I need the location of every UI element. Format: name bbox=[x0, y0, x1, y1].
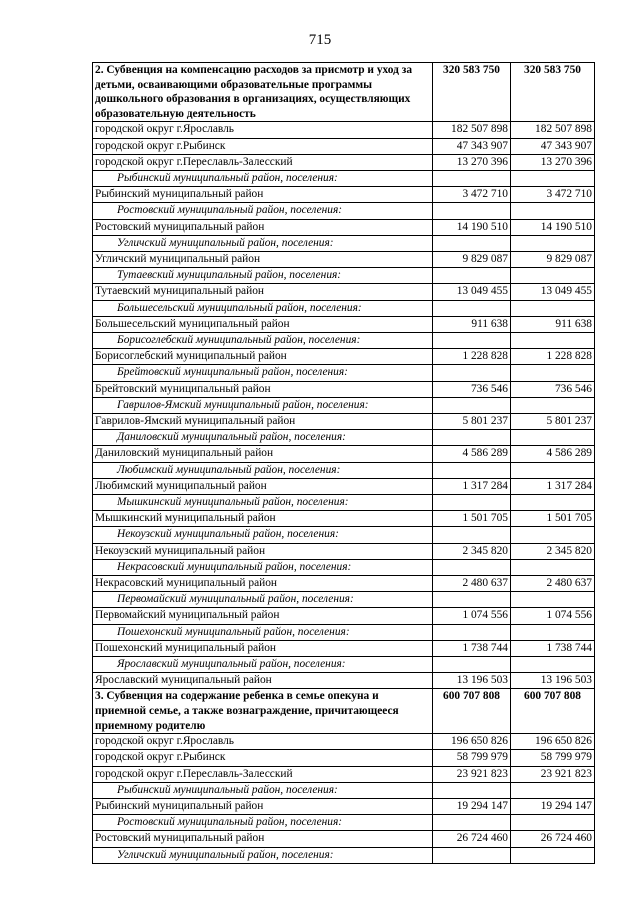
amount-cell: 2 480 637 bbox=[433, 576, 511, 592]
amount-cell bbox=[433, 657, 511, 673]
amount-cell: 9 829 087 bbox=[433, 252, 511, 268]
amount-cell bbox=[511, 657, 595, 673]
row-label: Рыбинский муниципальный район bbox=[93, 187, 433, 203]
section-row bbox=[93, 63, 595, 122]
subheader-row bbox=[93, 333, 595, 349]
amount-cell bbox=[511, 495, 595, 511]
row-label: Брейтовский муниципальный район, поселения: bbox=[93, 365, 433, 381]
table-row bbox=[93, 252, 595, 268]
table-row bbox=[93, 154, 595, 170]
amount-cell bbox=[433, 235, 511, 251]
amount-cell bbox=[511, 462, 595, 478]
amount-cell: 1 228 828 bbox=[511, 349, 595, 365]
table-row bbox=[93, 640, 595, 656]
row-label: Рыбинский муниципальный район, поселения: bbox=[93, 170, 433, 186]
amount-cell: 2 345 820 bbox=[433, 543, 511, 559]
amount-cell bbox=[433, 624, 511, 640]
row-label: Большесельский муниципальный район bbox=[93, 316, 433, 332]
amount-cell: 1 738 744 bbox=[511, 640, 595, 656]
table-row bbox=[93, 799, 595, 815]
table-row bbox=[93, 414, 595, 430]
row-label: Ростовский муниципальный район bbox=[93, 219, 433, 235]
amount-cell bbox=[433, 462, 511, 478]
subheader-row bbox=[93, 657, 595, 673]
table-row bbox=[93, 187, 595, 203]
row-label: Ростовский муниципальный район, поселения: bbox=[93, 203, 433, 219]
amount-cell bbox=[433, 495, 511, 511]
table-row bbox=[93, 478, 595, 494]
amount-cell bbox=[511, 847, 595, 863]
amount-cell bbox=[511, 268, 595, 284]
row-label: Рыбинский муниципальный район bbox=[93, 799, 433, 815]
amount-cell bbox=[433, 170, 511, 186]
subheader-row bbox=[93, 624, 595, 640]
row-label: Пошехонский муниципальный район bbox=[93, 640, 433, 656]
amount-cell: 13 049 455 bbox=[433, 284, 511, 300]
subheader-row bbox=[93, 495, 595, 511]
table-row bbox=[93, 766, 595, 782]
amount-cell: 320 583 750 bbox=[511, 63, 595, 122]
subheader-row bbox=[93, 815, 595, 831]
amount-cell bbox=[511, 397, 595, 413]
amount-cell bbox=[511, 592, 595, 608]
amount-cell bbox=[433, 815, 511, 831]
amount-cell bbox=[511, 365, 595, 381]
table-row bbox=[93, 734, 595, 750]
amount-cell bbox=[511, 170, 595, 186]
amount-cell: 58 799 979 bbox=[433, 750, 511, 766]
row-label: Мышкинский муниципальный район bbox=[93, 511, 433, 527]
amount-cell: 182 507 898 bbox=[511, 122, 595, 138]
amount-cell: 600 707 808 bbox=[433, 689, 511, 734]
amount-cell: 14 190 510 bbox=[511, 219, 595, 235]
amount-cell: 1 317 284 bbox=[511, 478, 595, 494]
row-label: городской округ г.Рыбинск bbox=[93, 750, 433, 766]
amount-cell bbox=[511, 527, 595, 543]
row-label: Ростовский муниципальный район bbox=[93, 831, 433, 847]
row-label: Ярославский муниципальный район bbox=[93, 673, 433, 689]
amount-cell: 5 801 237 bbox=[511, 414, 595, 430]
table-row bbox=[93, 284, 595, 300]
amount-cell bbox=[433, 527, 511, 543]
row-label: Угличский муниципальный район, поселения: bbox=[93, 235, 433, 251]
table-row bbox=[93, 349, 595, 365]
row-label: Любимский муниципальный район, поселения: bbox=[93, 462, 433, 478]
amount-cell: 58 799 979 bbox=[511, 750, 595, 766]
row-label: Мышкинский муниципальный район, поселения: bbox=[93, 495, 433, 511]
amount-cell: 13 049 455 bbox=[511, 284, 595, 300]
amount-cell: 4 586 289 bbox=[433, 446, 511, 462]
row-label: Первомайский муниципальный район bbox=[93, 608, 433, 624]
amount-cell: 4 586 289 bbox=[511, 446, 595, 462]
subheader-row bbox=[93, 235, 595, 251]
row-label: Даниловский муниципальный район bbox=[93, 446, 433, 462]
table-body bbox=[93, 63, 595, 864]
row-label: Борисоглебский муниципальный район bbox=[93, 349, 433, 365]
amount-cell: 13 196 503 bbox=[511, 673, 595, 689]
amount-cell bbox=[433, 203, 511, 219]
amount-cell bbox=[433, 333, 511, 349]
amount-cell: 1 501 705 bbox=[511, 511, 595, 527]
table-row bbox=[93, 576, 595, 592]
amount-cell bbox=[511, 300, 595, 316]
row-label: городской округ г.Ярославль bbox=[93, 122, 433, 138]
amount-cell bbox=[511, 815, 595, 831]
amount-cell: 23 921 823 bbox=[433, 766, 511, 782]
amount-cell bbox=[433, 559, 511, 575]
amount-cell bbox=[433, 300, 511, 316]
amount-cell: 1 317 284 bbox=[433, 478, 511, 494]
section-title: 3. Субвенция на содержание ребенка в семье опекуна и приемной семье, а также вознаграждение, причитающееся приемному родителю bbox=[93, 689, 433, 734]
amount-cell: 600 707 808 bbox=[511, 689, 595, 734]
table-row bbox=[93, 381, 595, 397]
amount-cell: 5 801 237 bbox=[433, 414, 511, 430]
amount-cell bbox=[511, 430, 595, 446]
amount-cell: 47 343 907 bbox=[511, 138, 595, 154]
amount-cell: 2 345 820 bbox=[511, 543, 595, 559]
row-label: городской округ г.Переславль-Залесский bbox=[93, 766, 433, 782]
amount-cell: 736 546 bbox=[433, 381, 511, 397]
amount-cell: 196 650 826 bbox=[433, 734, 511, 750]
subvention-table bbox=[92, 62, 595, 864]
amount-cell: 182 507 898 bbox=[433, 122, 511, 138]
row-label: Ростовский муниципальный район, поселения: bbox=[93, 815, 433, 831]
table-row bbox=[93, 138, 595, 154]
amount-cell: 26 724 460 bbox=[511, 831, 595, 847]
amount-cell bbox=[433, 365, 511, 381]
amount-cell: 911 638 bbox=[511, 316, 595, 332]
amount-cell: 320 583 750 bbox=[433, 63, 511, 122]
row-label: городской округ г.Ярославль bbox=[93, 734, 433, 750]
row-label: Некоузский муниципальный район, поселения: bbox=[93, 527, 433, 543]
row-label: Угличский муниципальный район bbox=[93, 252, 433, 268]
amount-cell bbox=[511, 559, 595, 575]
row-label: городской округ г.Рыбинск bbox=[93, 138, 433, 154]
table-row bbox=[93, 219, 595, 235]
row-label: Некоузский муниципальный район bbox=[93, 543, 433, 559]
row-label: Некрасовский муниципальный район, поселения: bbox=[93, 559, 433, 575]
row-label: Тутаевский муниципальный район bbox=[93, 284, 433, 300]
amount-cell: 196 650 826 bbox=[511, 734, 595, 750]
row-label: Большесельский муниципальный район, поселения: bbox=[93, 300, 433, 316]
subheader-row bbox=[93, 430, 595, 446]
amount-cell: 3 472 710 bbox=[511, 187, 595, 203]
amount-cell: 19 294 147 bbox=[511, 799, 595, 815]
section-title: 2. Субвенция на компенсацию расходов за присмотр и уход за детьми, осваивающими образовательные программы дошкольного образования в организациях, осуществляющих образовательную деятельность bbox=[93, 63, 433, 122]
subheader-row bbox=[93, 847, 595, 863]
amount-cell: 13 270 396 bbox=[511, 154, 595, 170]
amount-cell: 9 829 087 bbox=[511, 252, 595, 268]
amount-cell: 47 343 907 bbox=[433, 138, 511, 154]
row-label: Угличский муниципальный район, поселения: bbox=[93, 847, 433, 863]
subheader-row bbox=[93, 462, 595, 478]
amount-cell: 1 228 828 bbox=[433, 349, 511, 365]
row-label: Пошехонский муниципальный район, поселения: bbox=[93, 624, 433, 640]
subheader-row bbox=[93, 592, 595, 608]
amount-cell bbox=[511, 333, 595, 349]
row-label: Брейтовский муниципальный район bbox=[93, 381, 433, 397]
table-row bbox=[93, 446, 595, 462]
table-row bbox=[93, 750, 595, 766]
amount-cell bbox=[511, 203, 595, 219]
subheader-row bbox=[93, 203, 595, 219]
subheader-row bbox=[93, 268, 595, 284]
row-label: Любимский муниципальный район bbox=[93, 478, 433, 494]
amount-cell: 26 724 460 bbox=[433, 831, 511, 847]
amount-cell: 2 480 637 bbox=[511, 576, 595, 592]
subheader-row bbox=[93, 300, 595, 316]
table-row bbox=[93, 831, 595, 847]
amount-cell: 23 921 823 bbox=[511, 766, 595, 782]
section-row bbox=[93, 689, 595, 734]
amount-cell: 13 196 503 bbox=[433, 673, 511, 689]
table-row bbox=[93, 543, 595, 559]
subheader-row bbox=[93, 365, 595, 381]
amount-cell: 911 638 bbox=[433, 316, 511, 332]
amount-cell: 1 501 705 bbox=[433, 511, 511, 527]
amount-cell: 1 074 556 bbox=[433, 608, 511, 624]
subheader-row bbox=[93, 170, 595, 186]
table-row bbox=[93, 608, 595, 624]
row-label: городской округ г.Переславль-Залесский bbox=[93, 154, 433, 170]
row-label: Гаврилов-Ямский муниципальный район bbox=[93, 414, 433, 430]
amount-cell: 19 294 147 bbox=[433, 799, 511, 815]
amount-cell: 3 472 710 bbox=[433, 187, 511, 203]
row-label: Гаврилов-Ямский муниципальный район, поселения: bbox=[93, 397, 433, 413]
table-row bbox=[93, 511, 595, 527]
row-label: Некрасовский муниципальный район bbox=[93, 576, 433, 592]
amount-cell: 1 074 556 bbox=[511, 608, 595, 624]
table-row bbox=[93, 122, 595, 138]
row-label: Рыбинский муниципальный район, поселения: bbox=[93, 782, 433, 798]
amount-cell: 13 270 396 bbox=[433, 154, 511, 170]
amount-cell bbox=[511, 782, 595, 798]
subheader-row bbox=[93, 527, 595, 543]
subheader-row bbox=[93, 559, 595, 575]
table-row bbox=[93, 673, 595, 689]
row-label: Ярославский муниципальный район, поселения: bbox=[93, 657, 433, 673]
amount-cell bbox=[433, 397, 511, 413]
amount-cell bbox=[511, 624, 595, 640]
page-number: 715 bbox=[308, 32, 332, 48]
table-row bbox=[93, 316, 595, 332]
row-label: Первомайский муниципальный район, поселения: bbox=[93, 592, 433, 608]
row-label: Тутаевский муниципальный район, поселения: bbox=[93, 268, 433, 284]
amount-cell bbox=[433, 782, 511, 798]
amount-cell: 1 738 744 bbox=[433, 640, 511, 656]
amount-cell: 14 190 510 bbox=[433, 219, 511, 235]
amount-cell bbox=[433, 268, 511, 284]
subheader-row bbox=[93, 397, 595, 413]
subheader-row bbox=[93, 782, 595, 798]
amount-cell bbox=[433, 430, 511, 446]
amount-cell bbox=[433, 847, 511, 863]
amount-cell: 736 546 bbox=[511, 381, 595, 397]
amount-cell bbox=[433, 592, 511, 608]
row-label: Борисоглебский муниципальный район, поселения: bbox=[93, 333, 433, 349]
row-label: Даниловский муниципальный район, поселения: bbox=[93, 430, 433, 446]
amount-cell bbox=[511, 235, 595, 251]
